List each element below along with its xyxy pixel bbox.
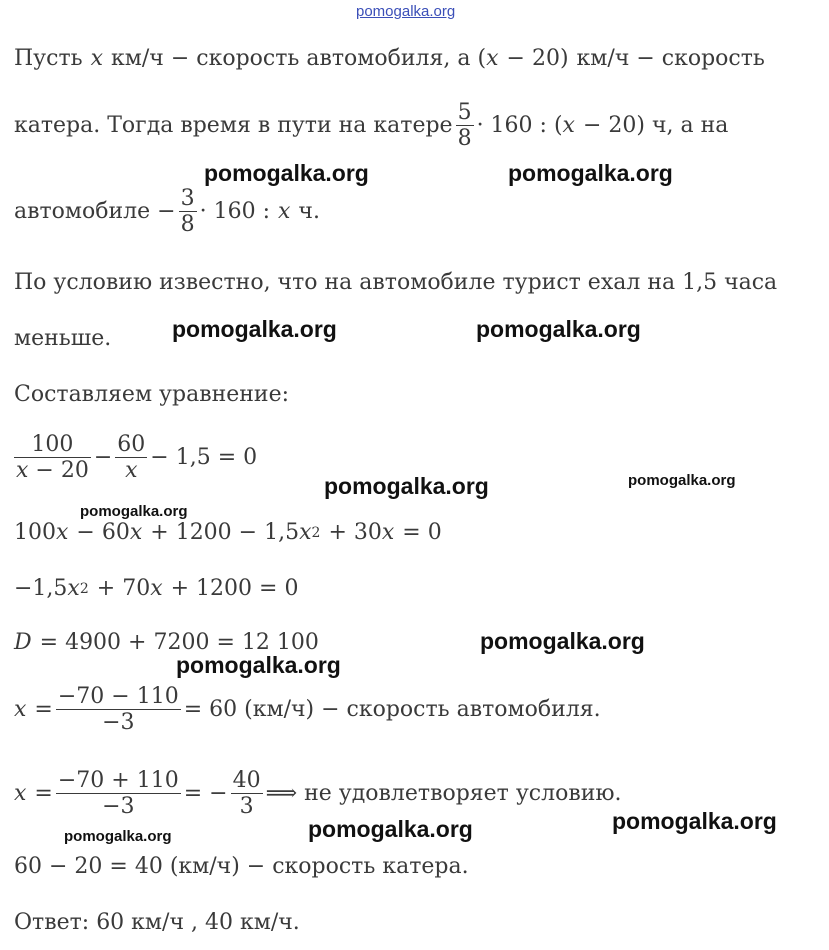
text-line-3: автомобиле − $\frac{3}{8}$ · 160 : x ч. — [14, 186, 320, 238]
watermark: pomogalka.org — [476, 316, 641, 342]
fraction-100: $\frac{100}{x - 20}$ — [16, 432, 89, 484]
watermark: pomogalka.org — [176, 652, 341, 678]
equation-2: 100 x − 60 x + 1200 − 1,5 x 2 + 30 x = 0 — [14, 520, 442, 545]
watermark: pomogalka.org — [324, 473, 489, 499]
watermark-top[interactable]: pomogalka.org — [356, 3, 456, 20]
fraction-5-8: $\frac{5}{8}$ — [457, 100, 472, 152]
text-line-5: меньше. — [14, 326, 112, 351]
equation-5: x = $\frac{-70 - 110}{-3}$ = 60 (км/ч) − скорость автомобиля. — [14, 684, 601, 736]
watermark: pomogalka.org — [204, 160, 369, 186]
equation-3: −1,5 x 2 + 70 x + 1200 = 0 — [14, 576, 299, 601]
equation-7: 60 − 20 = 40 (км/ч) − скорость катера. — [14, 854, 469, 879]
equation-4: D = 4900 + 7200 = 12 100 — [14, 630, 319, 655]
equation-1: $\frac{100}{x - 20}$ − $\frac{60}{x}$ − 1,5 = 0 — [16, 432, 258, 484]
watermark: pomogalka.org — [64, 828, 172, 845]
equation-6: x = $\frac{-70 + 110}{-3}$ = − $\frac{40}{3}$ ⟹ не удовлетворяет условию. — [14, 768, 622, 820]
watermark: pomogalka.org — [172, 316, 337, 342]
answer-line: Ответ: 60 км/ч , 40 км/ч. — [14, 910, 300, 935]
watermark: pomogalka.org — [480, 628, 645, 654]
watermark: pomogalka.org — [628, 472, 736, 489]
watermark: pomogalka.org — [80, 503, 188, 520]
text-line-2: катера. Тогда время в пути на катере $\frac{5}{8}$ · 160 : ( x − 20) ч, а на — [14, 100, 729, 152]
watermark: pomogalka.org — [612, 808, 777, 834]
fraction-3-8: $\frac{3}{8}$ — [180, 186, 195, 238]
text-line-4: По условию известно, что на автомобиле турист ехал на 1,5 часа — [14, 270, 778, 295]
text-line-1: Пусть x км/ч − скорость автомобиля, а ( x − 20) км/ч − скорость — [14, 46, 765, 71]
watermark: pomogalka.org — [308, 816, 473, 842]
watermark: pomogalka.org — [508, 160, 673, 186]
fraction-root-1: $\frac{-70 - 110}{-3}$ — [57, 684, 179, 736]
fraction-root-2: $\frac{-70 + 110}{-3}$ — [57, 768, 179, 820]
text-line-6: Составляем уравнение: — [14, 382, 290, 407]
fraction-60: $\frac{60}{x}$ — [117, 432, 146, 484]
fraction-40-3: $\frac{40}{3}$ — [232, 768, 261, 820]
